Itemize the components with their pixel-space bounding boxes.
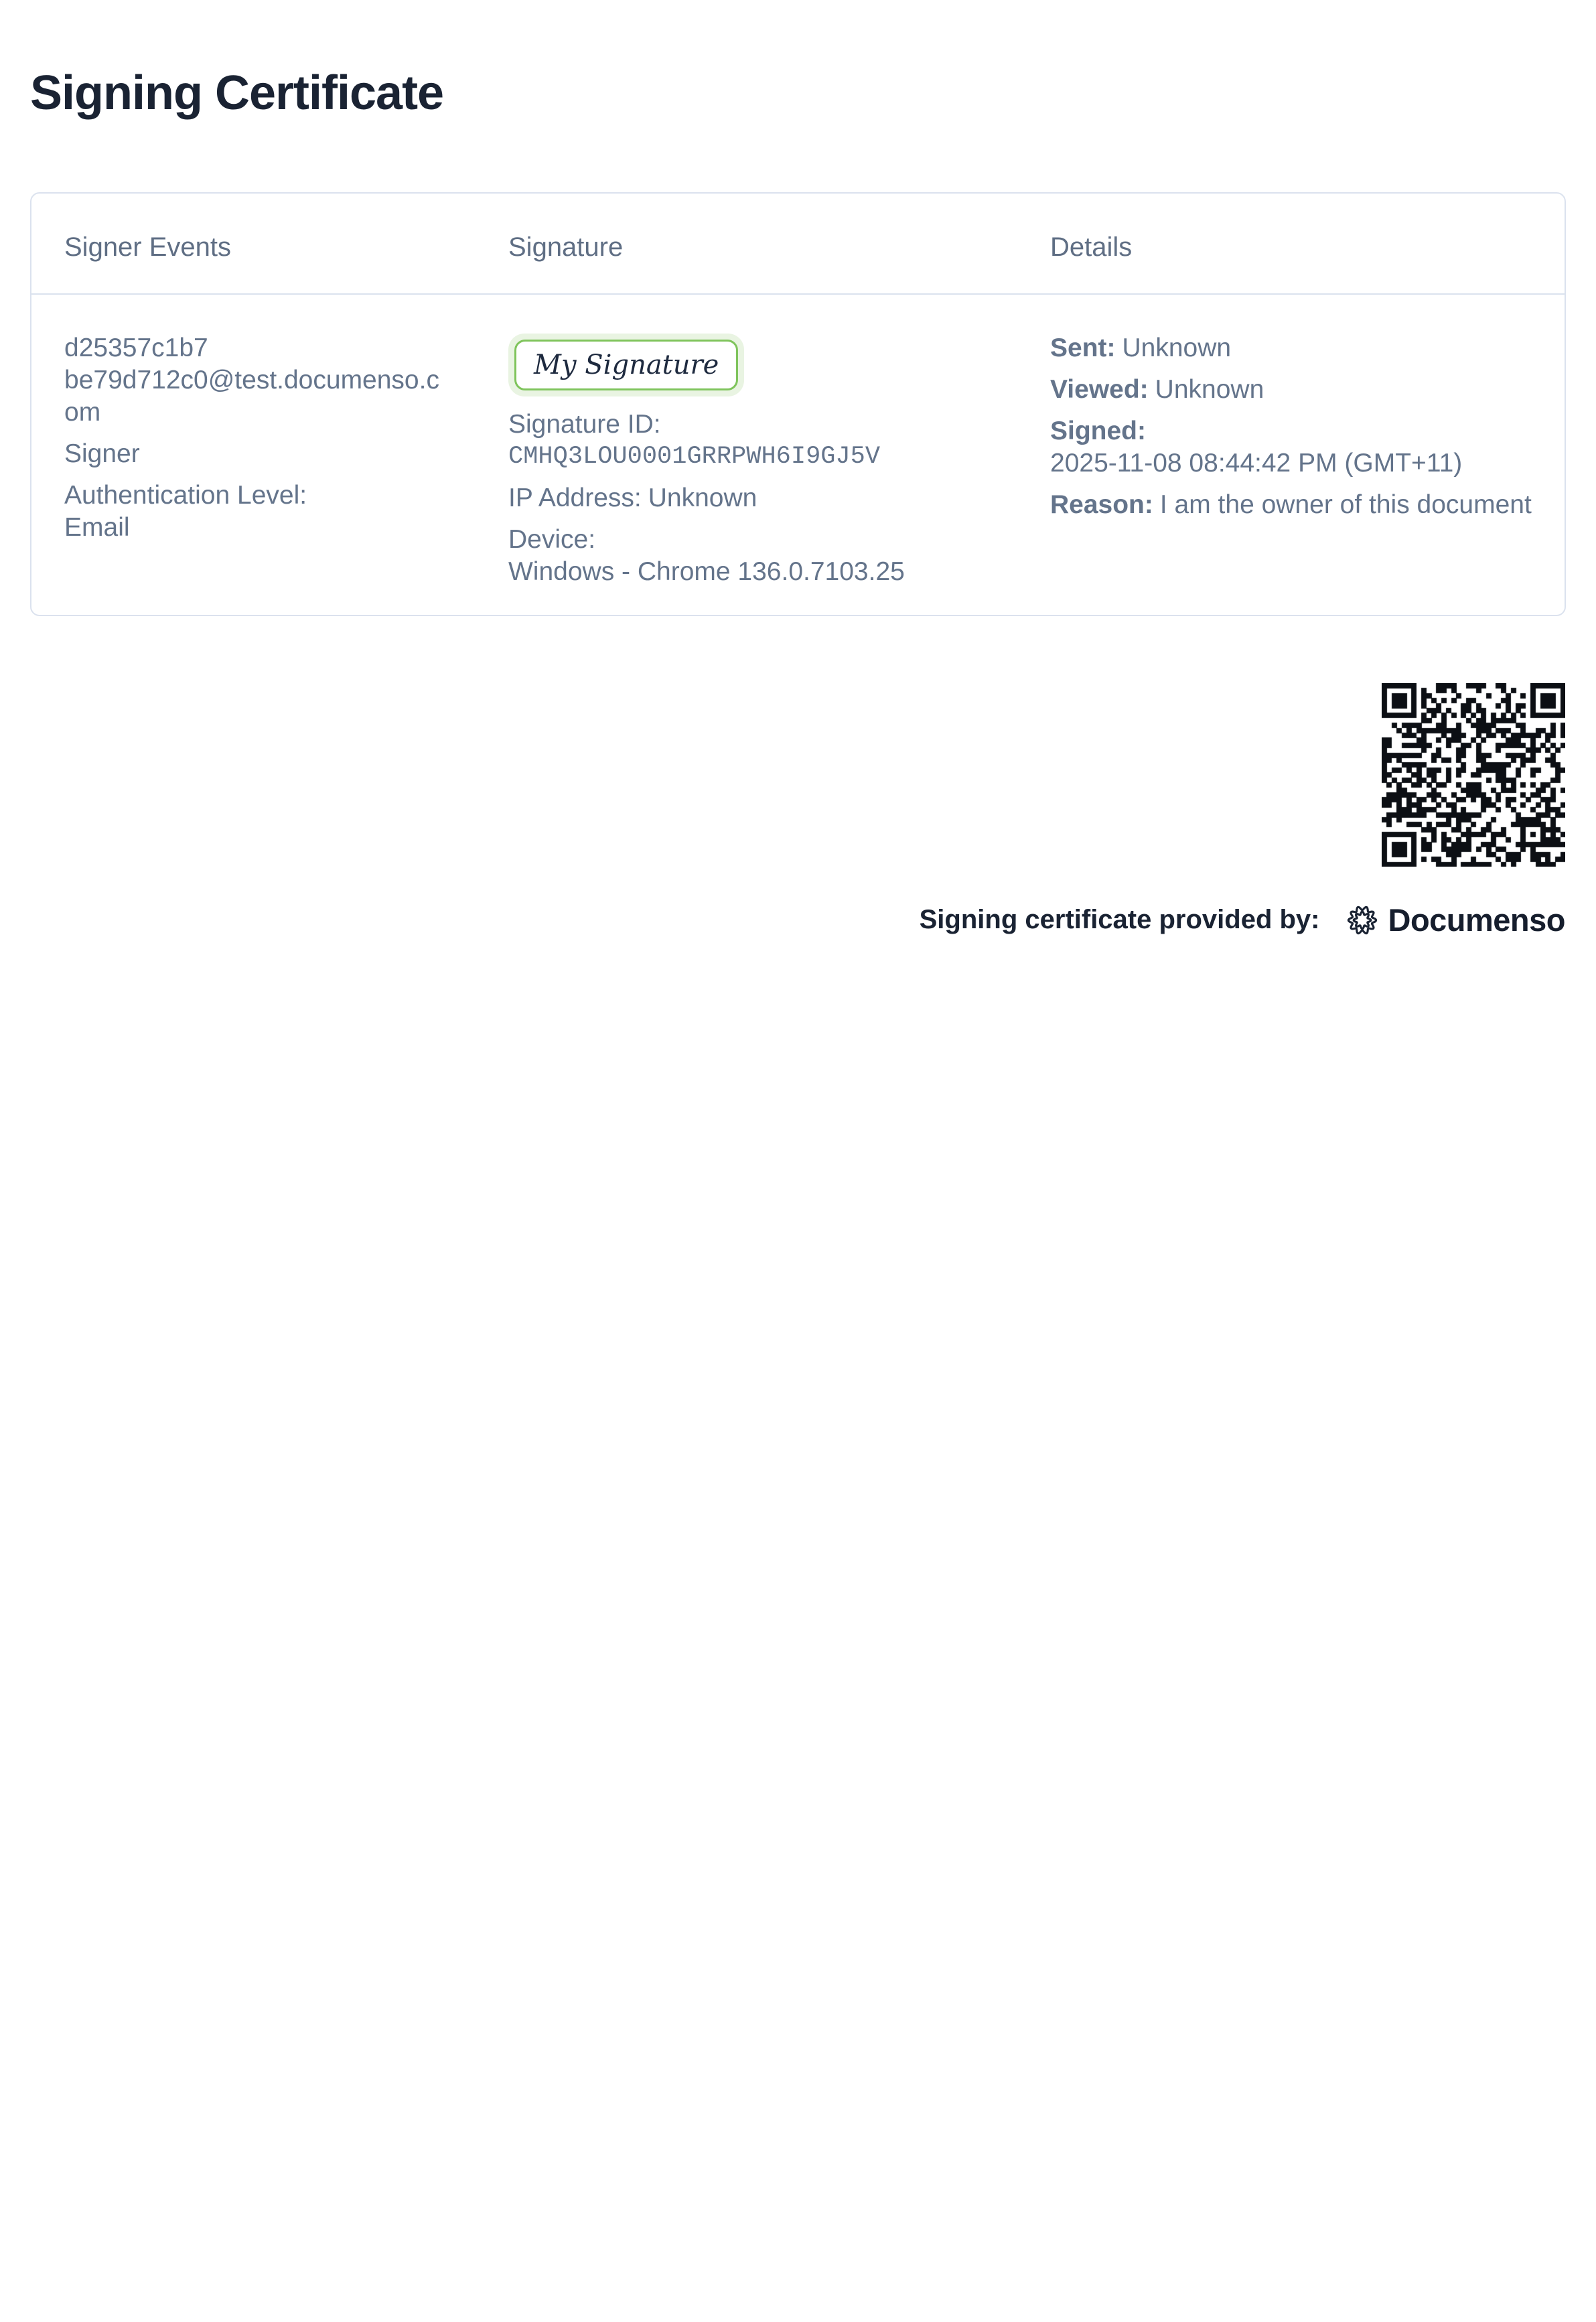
column-header-details: Details [1050,232,1133,262]
signature-id-label: Signature ID: [508,410,661,439]
signer-events-cell [31,295,476,615]
qr-code [1382,683,1565,867]
reason-value: I am the owner of this document [1159,490,1532,519]
table-row [31,295,1565,615]
device-field [508,524,988,588]
viewed-field [1050,374,1535,406]
device-label: Device: [508,525,596,554]
column-header-signature: Signature [508,232,624,262]
footer [0,901,1565,938]
signature-id-field [508,409,988,473]
signer-auth-level [64,480,442,544]
auth-level-label: Authentication Level: [64,481,307,510]
ip-address-field [508,482,988,514]
signed-label: Signed: [1050,417,1146,445]
signer-id: d25357c1b7 [64,334,208,362]
signing-certificate-card [30,192,1566,616]
qr-code-canvas [1382,683,1565,867]
reason-label: Reason: [1050,490,1153,519]
brand-name: Documenso [1388,902,1565,938]
sent-label: Sent: [1050,334,1116,362]
signature-cell [476,295,1017,615]
signature-id-value: CMHQ3LOU0001GRRPWH6I9GJ5V [508,443,881,471]
signed-value: 2025-11-08 08:44:42 PM (GMT+11) [1050,449,1463,478]
signer-email: be79d712c0@test.documenso.com [64,366,439,427]
signature-text: My Signature [534,350,719,380]
table-header-row [31,194,1565,295]
signer-role: Signer [64,439,140,468]
sent-field [1050,332,1535,364]
documenso-rosette-logo-icon [1346,903,1379,937]
ip-address-value: Unknown [648,484,757,512]
sent-value: Unknown [1122,334,1232,362]
signature-frame [514,340,738,390]
ip-address-label: IP Address: [508,484,642,512]
viewed-value: Unknown [1155,375,1264,404]
page-title: Signing Certificate [30,66,444,120]
reason-field [1050,489,1535,521]
details-cell [1017,295,1565,615]
provided-by-text: Signing certificate provided by: [919,905,1320,934]
signer-identity [64,332,442,429]
signature-image [508,334,744,396]
device-value: Windows - Chrome 136.0.7103.25 [508,557,905,586]
signed-field [1050,415,1535,480]
viewed-label: Viewed: [1050,375,1149,404]
column-header-signer-events: Signer Events [64,232,232,262]
auth-level-value: Email [64,513,130,542]
